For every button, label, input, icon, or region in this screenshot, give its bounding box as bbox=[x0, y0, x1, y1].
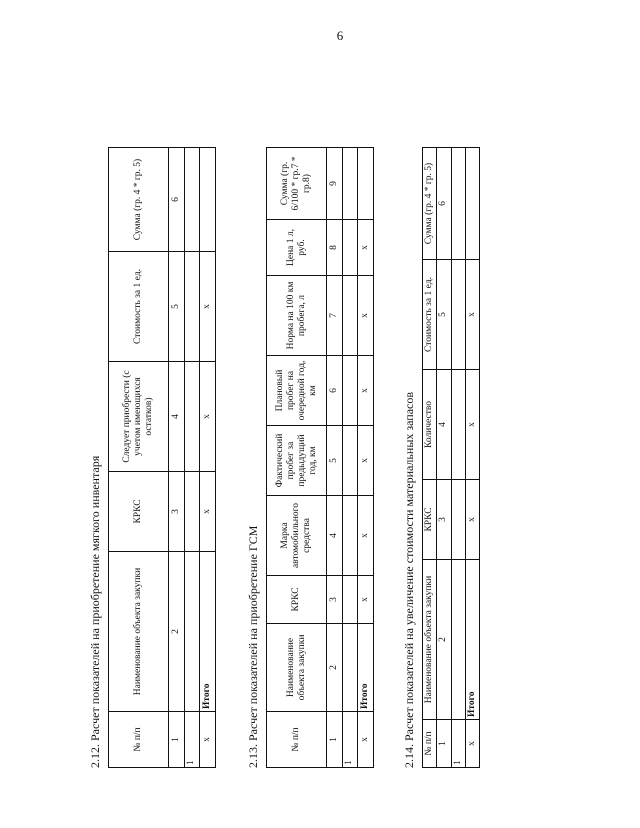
table-cell: 1 bbox=[342, 712, 358, 768]
section-title: 2.12. Расчет показателей на приобретение мягкого инвентаря bbox=[88, 455, 102, 768]
page-number: 6 bbox=[336, 28, 344, 43]
table-cell: х bbox=[358, 276, 374, 356]
header-cell: Сумма (гр. 4 * гр. 5) bbox=[423, 148, 437, 260]
column-number: 2 bbox=[169, 552, 185, 712]
column-number: 1 bbox=[169, 712, 185, 768]
table-cell bbox=[342, 276, 358, 356]
header-cell: Наименование объекта закупки bbox=[423, 560, 437, 720]
table-cell bbox=[184, 472, 200, 552]
header-cell: № п/п bbox=[109, 712, 169, 768]
column-number: 3 bbox=[169, 472, 185, 552]
section-fuel bbox=[246, 78, 374, 768]
table-cell bbox=[358, 148, 374, 220]
header-cell: Наименование объекта закупки bbox=[267, 624, 327, 712]
table-cell: х bbox=[200, 252, 216, 362]
column-number: 1 bbox=[437, 720, 451, 768]
header-cell: Фактический пробег за предыдущий год, км bbox=[267, 426, 327, 496]
column-number-row bbox=[327, 148, 343, 768]
table-row bbox=[451, 148, 465, 768]
header-cell: Цена 1 л, руб. bbox=[267, 220, 327, 276]
table-cell bbox=[451, 560, 465, 720]
material-stocks-table bbox=[422, 147, 480, 768]
table-cell bbox=[184, 148, 200, 252]
table-cell bbox=[451, 148, 465, 260]
column-number: 4 bbox=[437, 370, 451, 480]
total-row bbox=[465, 148, 479, 768]
header-cell: Сумма (гр. 6/100 * гр.7 * гр.8) bbox=[267, 148, 327, 220]
header-cell: Наименование объекта закупки bbox=[109, 552, 169, 712]
table-cell bbox=[451, 370, 465, 480]
table-cell bbox=[342, 220, 358, 276]
table-cell: х bbox=[358, 356, 374, 426]
column-number: 4 bbox=[327, 496, 343, 576]
table-cell: х bbox=[465, 260, 479, 370]
header-cell: Следует приобрести (с учетом имеющихся остатков) bbox=[109, 362, 169, 472]
column-number: 7 bbox=[327, 276, 343, 356]
table-cell: х bbox=[358, 496, 374, 576]
table-row bbox=[342, 148, 358, 768]
column-number: 1 bbox=[327, 712, 343, 768]
total-label: Итого bbox=[358, 624, 374, 712]
header-cell: КРКС bbox=[423, 480, 437, 560]
header-cell: Стоимость за 1 ед. bbox=[109, 252, 169, 362]
fuel-table bbox=[266, 147, 374, 768]
table-cell bbox=[184, 362, 200, 472]
column-number: 8 bbox=[327, 220, 343, 276]
table-cell bbox=[342, 576, 358, 624]
section-material-stocks bbox=[402, 78, 480, 768]
column-number: 6 bbox=[437, 148, 451, 260]
table-cell bbox=[200, 148, 216, 252]
table-cell bbox=[342, 356, 358, 426]
header-cell: КРКС bbox=[109, 472, 169, 552]
header-cell: Стоимость за 1 ед. bbox=[423, 260, 437, 370]
section-title: 2.14. Расчет показателей на увеличение стоимости материальных запасов bbox=[402, 391, 416, 768]
column-number: 9 bbox=[327, 148, 343, 220]
table-cell bbox=[342, 426, 358, 496]
table-cell: х bbox=[465, 480, 479, 560]
section-title: 2.13. Расчет показателей на приобретение ГСМ bbox=[246, 525, 260, 768]
column-number-row bbox=[169, 148, 185, 768]
column-number: 2 bbox=[327, 624, 343, 712]
column-number: 6 bbox=[327, 356, 343, 426]
column-number-row bbox=[437, 148, 451, 768]
table-row bbox=[184, 148, 200, 768]
table-cell: х bbox=[200, 712, 216, 768]
table-cell: х bbox=[358, 712, 374, 768]
column-number: 3 bbox=[327, 576, 343, 624]
rotated-content bbox=[40, 76, 600, 776]
column-number: 4 bbox=[169, 362, 185, 472]
table-cell bbox=[184, 252, 200, 362]
section-soft-inventory bbox=[88, 78, 216, 768]
table-cell bbox=[451, 480, 465, 560]
table-cell bbox=[451, 260, 465, 370]
header-cell: Сумма (гр. 4 * гр. 5) bbox=[109, 148, 169, 252]
table-cell: х bbox=[358, 220, 374, 276]
column-number: 2 bbox=[437, 560, 451, 720]
header-cell: Плановый пробег на очередной год, км bbox=[267, 356, 327, 426]
header-cell: № п/п bbox=[267, 712, 327, 768]
column-number: 5 bbox=[437, 260, 451, 370]
soft-inventory-table bbox=[108, 147, 216, 768]
header-cell: Норма на 100 км пробега, л bbox=[267, 276, 327, 356]
header-cell: КРКС bbox=[267, 576, 327, 624]
column-number: 3 bbox=[437, 480, 451, 560]
header-cell: № п/п bbox=[423, 720, 437, 768]
table-cell: х bbox=[200, 472, 216, 552]
column-number: 6 bbox=[169, 148, 185, 252]
table-cell: х bbox=[200, 362, 216, 472]
total-row bbox=[358, 148, 374, 768]
column-number: 5 bbox=[327, 426, 343, 496]
total-row bbox=[200, 148, 216, 768]
table-cell bbox=[342, 148, 358, 220]
table-cell: х bbox=[358, 426, 374, 496]
table-cell: х bbox=[465, 370, 479, 480]
table-cell: 1 bbox=[451, 720, 465, 768]
table-cell bbox=[184, 552, 200, 712]
table-cell bbox=[342, 624, 358, 712]
table-cell bbox=[342, 496, 358, 576]
table-cell: 1 bbox=[184, 712, 200, 768]
header-cell: Марка автомобильного средства bbox=[267, 496, 327, 576]
table-cell: х bbox=[358, 576, 374, 624]
table-cell: х bbox=[465, 720, 479, 768]
column-number: 5 bbox=[169, 252, 185, 362]
table-cell bbox=[465, 148, 479, 260]
header-cell: Количество bbox=[423, 370, 437, 480]
total-label: Итого bbox=[200, 552, 216, 712]
total-label: Итого bbox=[465, 560, 479, 720]
